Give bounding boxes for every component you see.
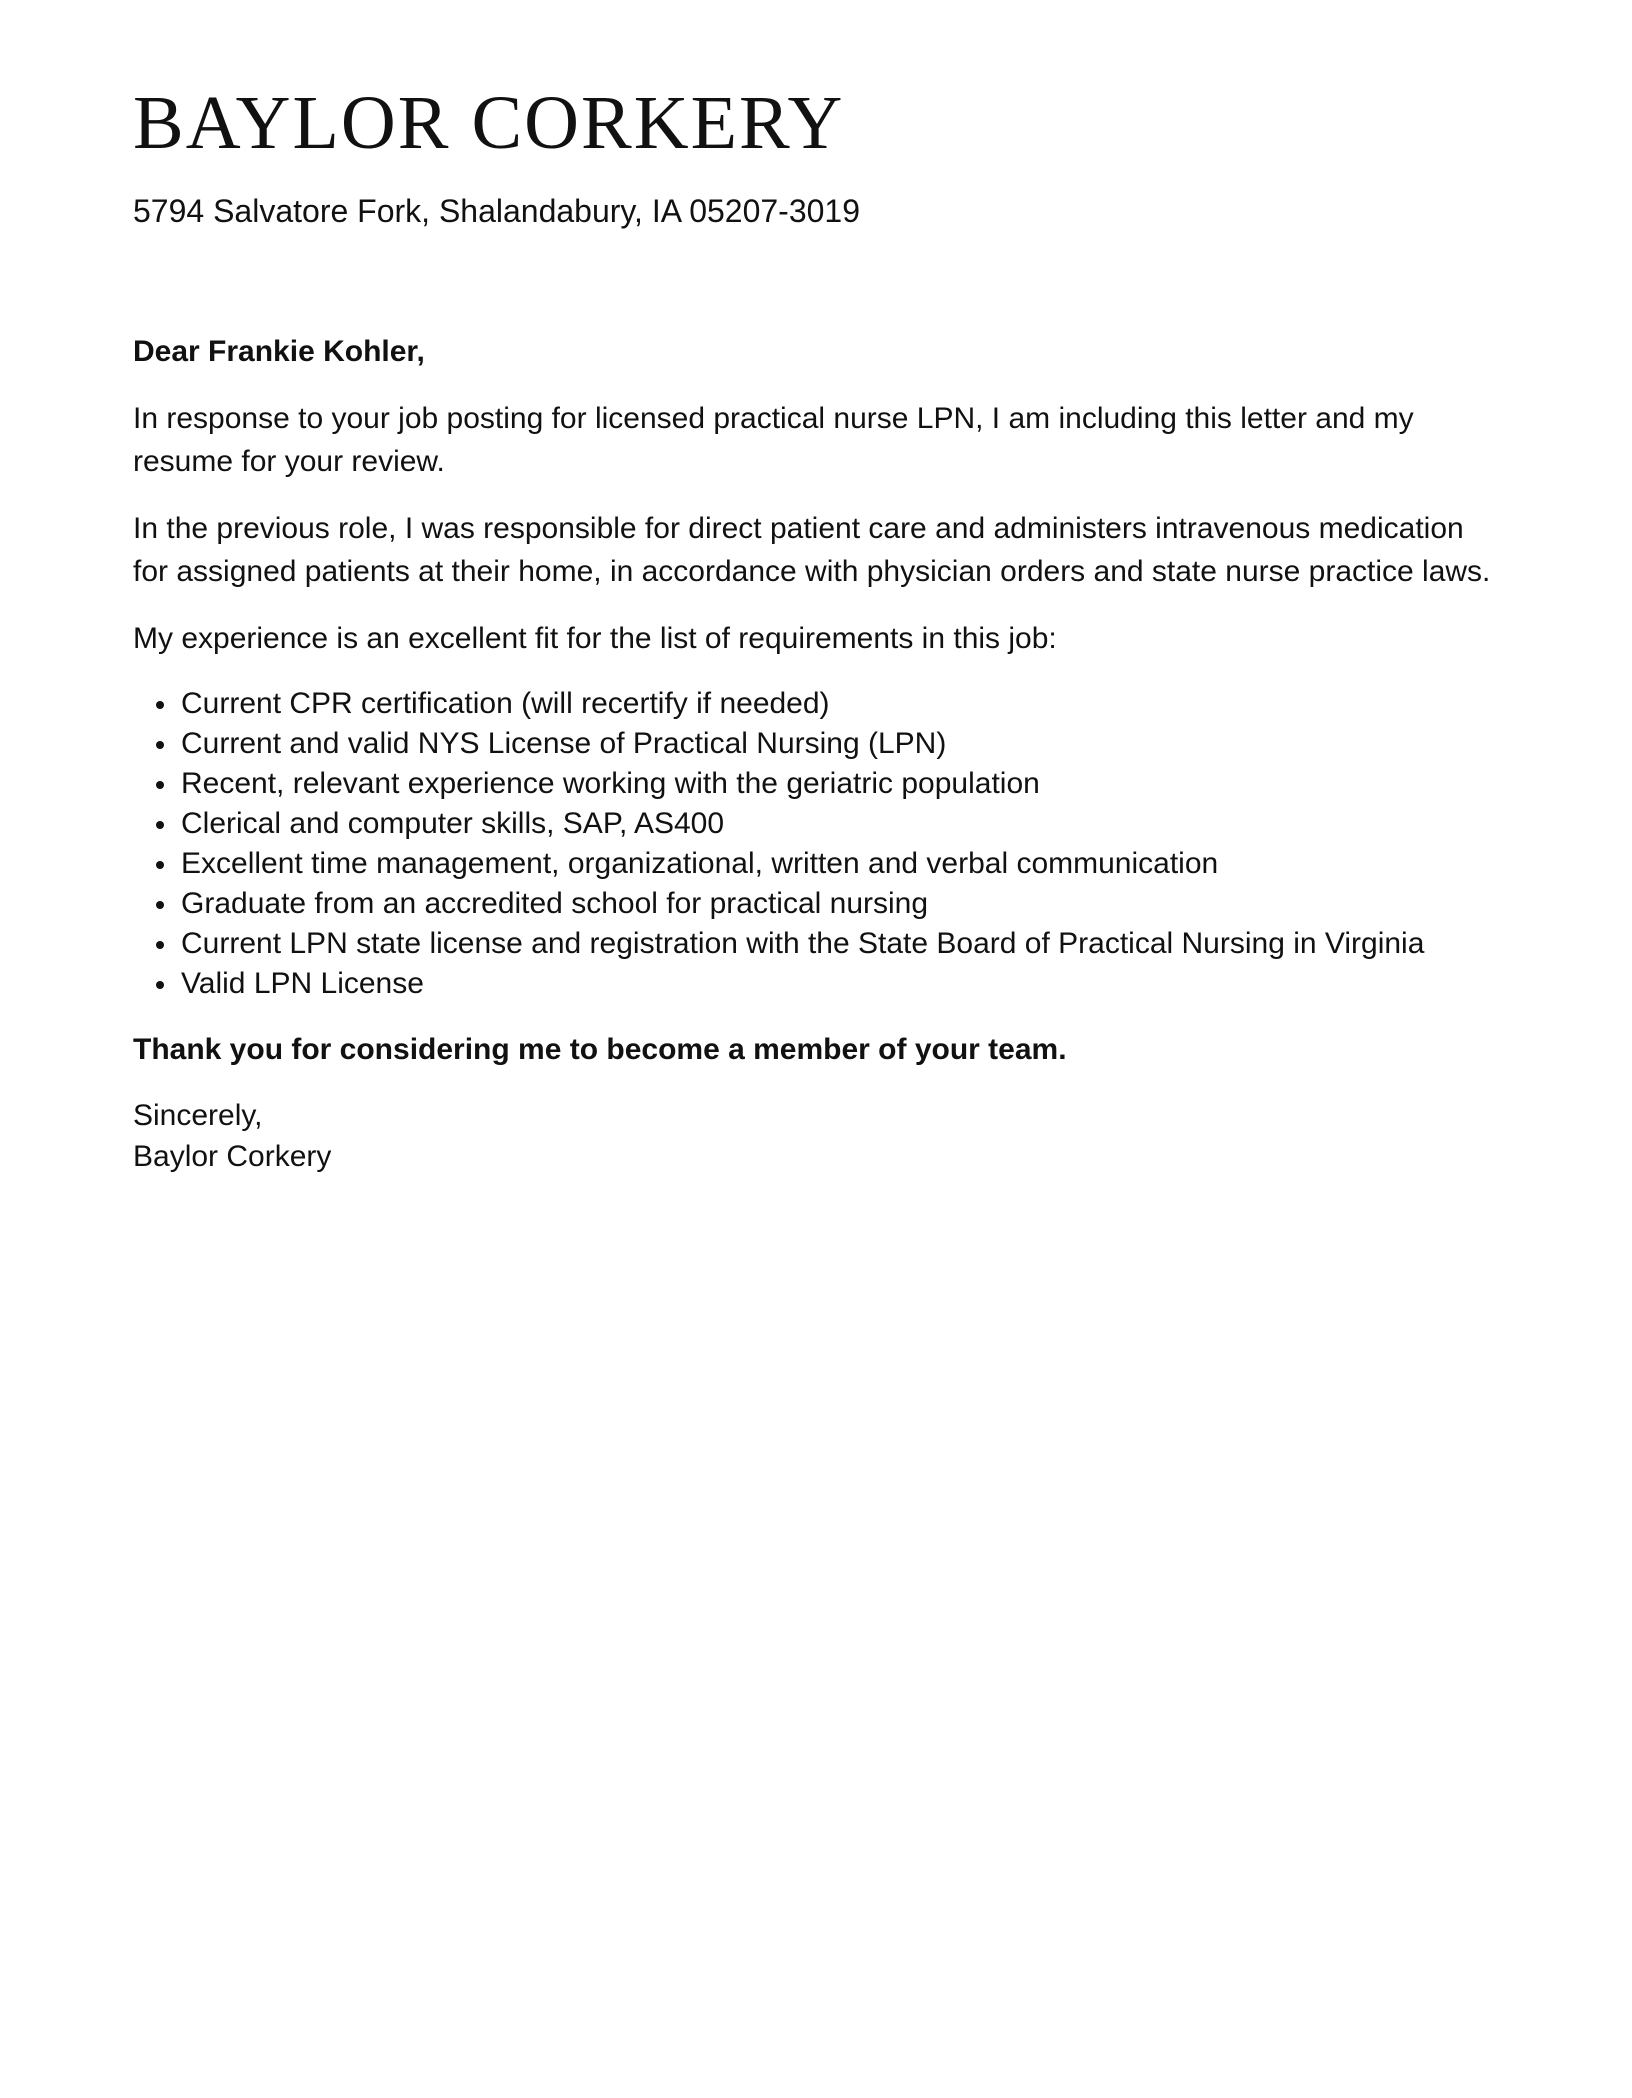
requirements-intro: My experience is an excellent fit for the list of requirements in this job: bbox=[133, 622, 1057, 655]
list-item: Current and valid NYS License of Practical Nursing (LPN) bbox=[133, 724, 1503, 764]
applicant-address: 5794 Salvatore Fork, Shalandabury, IA 05207-3019 bbox=[133, 193, 861, 229]
list-item: Excellent time management, organizational, written and verbal communication bbox=[133, 844, 1503, 884]
signoff-block bbox=[133, 1095, 1503, 1177]
list-item: Valid LPN License bbox=[133, 964, 1503, 1004]
list-item: Current LPN state license and registration with the State Board of Practical Nursing in Virginia bbox=[133, 924, 1503, 964]
applicant-name: BAYLOR CORKERY bbox=[133, 81, 845, 165]
list-item: Graduate from an accredited school for practical nursing bbox=[133, 884, 1503, 924]
letter-body bbox=[133, 330, 1503, 1201]
experience-paragraph: In the previous role, I was responsible for direct patient care and administers intravenous medication for assigned patients at their home, in accordance with physician orders and state nurse practice laws. bbox=[133, 512, 1491, 588]
list-item: Recent, relevant experience working with the geriatric population bbox=[133, 764, 1503, 804]
closing-line: Thank you for considering me to become a member of your team. bbox=[133, 1033, 1067, 1066]
signature: Baylor Corkery bbox=[133, 1140, 332, 1173]
list-item: Current CPR certification (will recertify if needed) bbox=[133, 684, 1503, 724]
requirements-list bbox=[133, 684, 1503, 1004]
salutation: Dear Frankie Kohler, bbox=[133, 335, 425, 368]
signoff: Sincerely, bbox=[133, 1099, 263, 1132]
intro-paragraph: In response to your job posting for licensed practical nurse LPN, I am including this letter and my resume for your review. bbox=[133, 402, 1414, 478]
list-item: Clerical and computer skills, SAP, AS400 bbox=[133, 804, 1503, 844]
